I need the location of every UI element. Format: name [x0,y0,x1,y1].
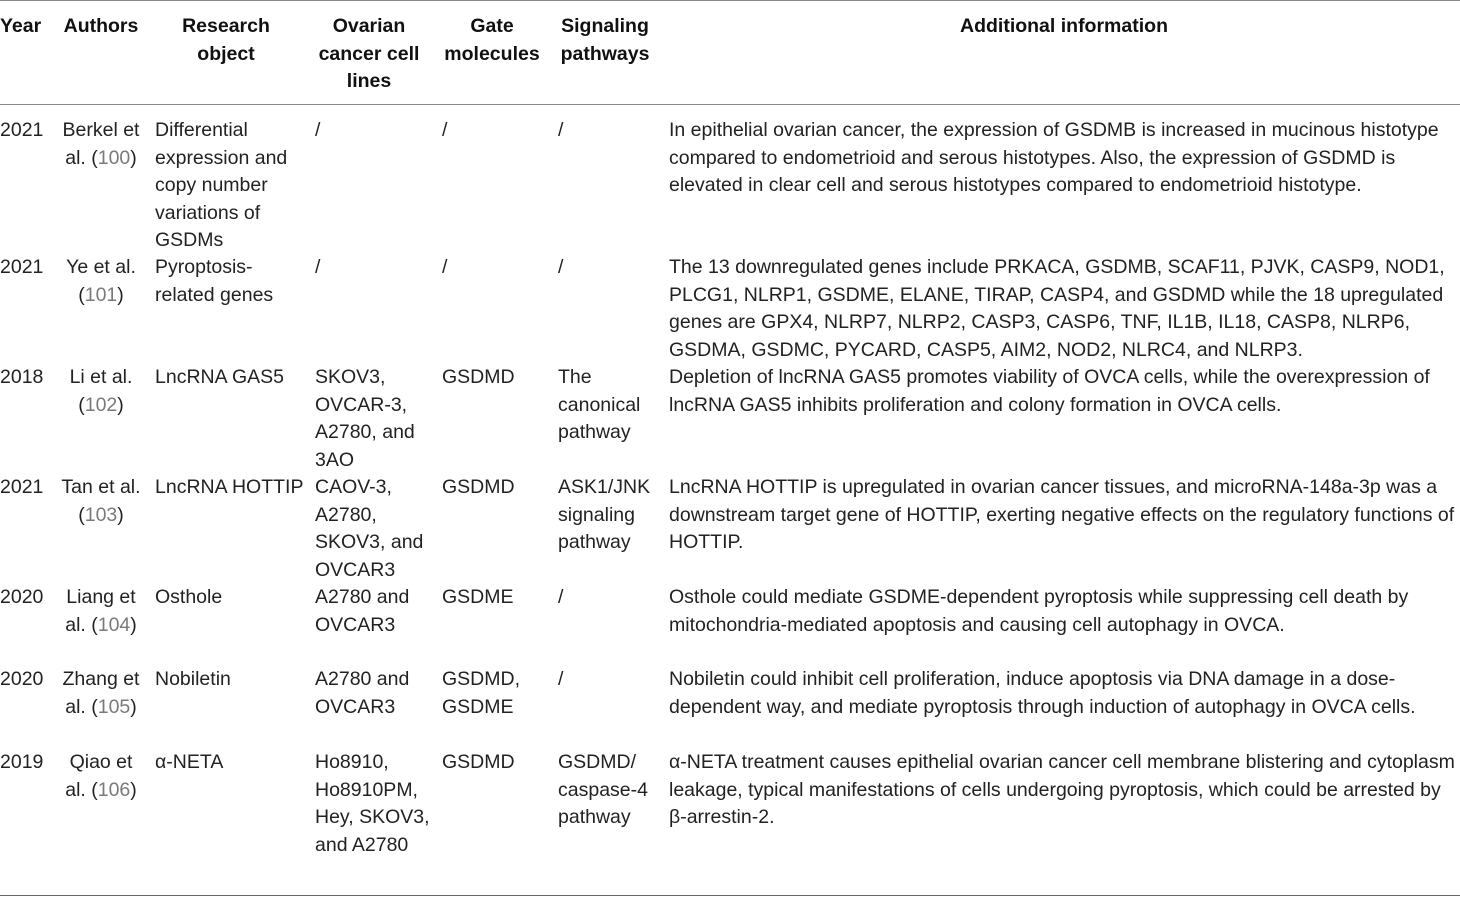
cell-year: 2020 [0,668,44,690]
cell-gate-molecules: / [442,256,448,278]
header-rule [0,104,1460,105]
cell-authors: Berkel et al. (100) [62,119,140,169]
cell-signaling-pathways: / [558,586,564,608]
cell-year: 2020 [0,586,44,608]
cell-additional-information: LncRNA HOTTIP is upregulated in ovarian cancer tissues, and microRNA-148a-3p was a downstream target gene of HOTTIP, exerting negative effects on the regulatory functions of HOTTIP. [669,476,1455,553]
cell-signaling-pathways: GSDMD/ caspase-4 pathway [558,751,648,828]
cell-authors: Liang et al. (104) [65,586,137,636]
cell-authors: Ye et al. (101) [66,256,136,306]
header-gate-molecules: Gate molecules [444,15,540,65]
header-research-object: Research object [182,15,270,65]
table-bottom-rule [0,895,1460,896]
header-additional-information: Additional information [960,15,1168,37]
cell-authors: Qiao et al. (106) [65,751,137,801]
cell-research-object: LncRNA HOTTIP [155,476,304,498]
cell-year: 2021 [0,256,44,278]
cell-cell-lines: / [315,256,321,278]
cell-additional-information: α-NETA treatment causes epithelial ovarian cancer cell membrane blistering and cytoplasm leakage, typical manifestations of cells undergoing pyroptosis, which could be arrested by β-arrestin-2. [669,751,1455,828]
cell-signaling-pathways: / [558,119,564,141]
reference-link[interactable]: 103 [84,503,118,526]
cell-gate-molecules: GSDMD [442,366,515,388]
cell-additional-information: Depletion of lncRNA GAS5 promotes viability of OVCA cells, while the overexpression of lncRNA GAS5 inhibits proliferation and colony formation in OVCA cells. [669,366,1430,416]
reference-link[interactable]: 100 [97,146,131,169]
header-cell-lines: Ovarian cancer cell lines [318,15,420,92]
cell-gate-molecules: GSDMD, GSDME [442,668,520,718]
cell-gate-molecules: GSDME [442,586,514,608]
reference-link[interactable]: 104 [97,613,131,636]
cell-authors: Li et al. (102) [69,366,133,416]
cell-cell-lines: SKOV3, OVCAR-3, A2780, and 3AO [315,366,415,471]
header-authors: Authors [63,15,139,37]
cell-signaling-pathways: / [558,256,564,278]
cell-year: 2021 [0,119,44,141]
cell-cell-lines: A2780 and OVCAR3 [315,668,410,718]
cell-signaling-pathways: The canonical pathway [558,366,641,443]
cell-cell-lines: CAOV-3, A2780, SKOV3, and OVCAR3 [315,476,424,581]
cell-additional-information: In epithelial ovarian cancer, the expression of GSDMB is increased in mucinous histotype compared to endometrioid and serous histotypes. Also, the expression of GSDMD is elevated in clear cell and serous histotypes compared to endometrioid histotype. [669,119,1439,196]
cell-year: 2019 [0,751,44,773]
cell-signaling-pathways: ASK1/JNK signaling pathway [558,476,651,553]
cell-research-object: Differential expression and copy number variations of GSDMs [155,119,288,251]
header-year: Year [0,15,42,37]
cell-cell-lines: Ho8910, Ho8910PM, Hey, SKOV3, and A2780 [315,751,430,856]
cell-additional-information: The 13 downregulated genes include PRKACA, GSDMB, SCAF11, PJVK, CASP9, NOD1, PLCG1, NLRP1, GSDME, ELANE, TIRAP, CASP4, and GSDMD while the 18 upregulated genes are GPX4, NLRP7, NLRP2, CASP3, CASP6, TNF, IL1B, IL18, CASP8, NLRP6, GSDMA, GSDMC, PYCARD, CASP5, AIM2, NOD2, NLRC4, and NLRP3. [669,256,1445,361]
cell-authors: Zhang et al. (105) [62,668,140,718]
cell-year: 2018 [0,366,44,388]
cell-year: 2021 [0,476,44,498]
cell-gate-molecules: / [442,119,448,141]
cell-authors: Tan et al. (103) [61,476,141,526]
header-signaling-pathways: Signaling pathways [560,15,650,65]
reference-link[interactable]: 102 [84,393,118,416]
cell-gate-molecules: GSDMD [442,751,515,773]
reference-link[interactable]: 101 [84,283,118,306]
cell-research-object: α-NETA [155,751,224,773]
cell-research-object: Osthole [155,586,223,608]
cell-additional-information: Osthole could mediate GSDME-dependent pyroptosis while suppressing cell death by mitochondria-mediated apoptosis and causing cell autophagy in OVCA. [669,586,1409,636]
cell-gate-molecules: GSDMD [442,476,515,498]
cell-research-object: Nobiletin [155,668,231,690]
cell-cell-lines: / [315,119,321,141]
table-top-rule [0,0,1460,1]
reference-link[interactable]: 106 [97,778,131,801]
reference-link[interactable]: 105 [97,695,131,718]
cell-cell-lines: A2780 and OVCAR3 [315,586,410,636]
cell-research-object: Pyroptosis-related genes [155,256,274,306]
cell-signaling-pathways: / [558,668,564,690]
cell-research-object: LncRNA GAS5 [155,366,284,388]
cell-additional-information: Nobiletin could inhibit cell proliferation, induce apoptosis via DNA damage in a dose-dependent way, and mediate pyroptosis through induction of autophagy in OVCA cells. [669,668,1416,718]
